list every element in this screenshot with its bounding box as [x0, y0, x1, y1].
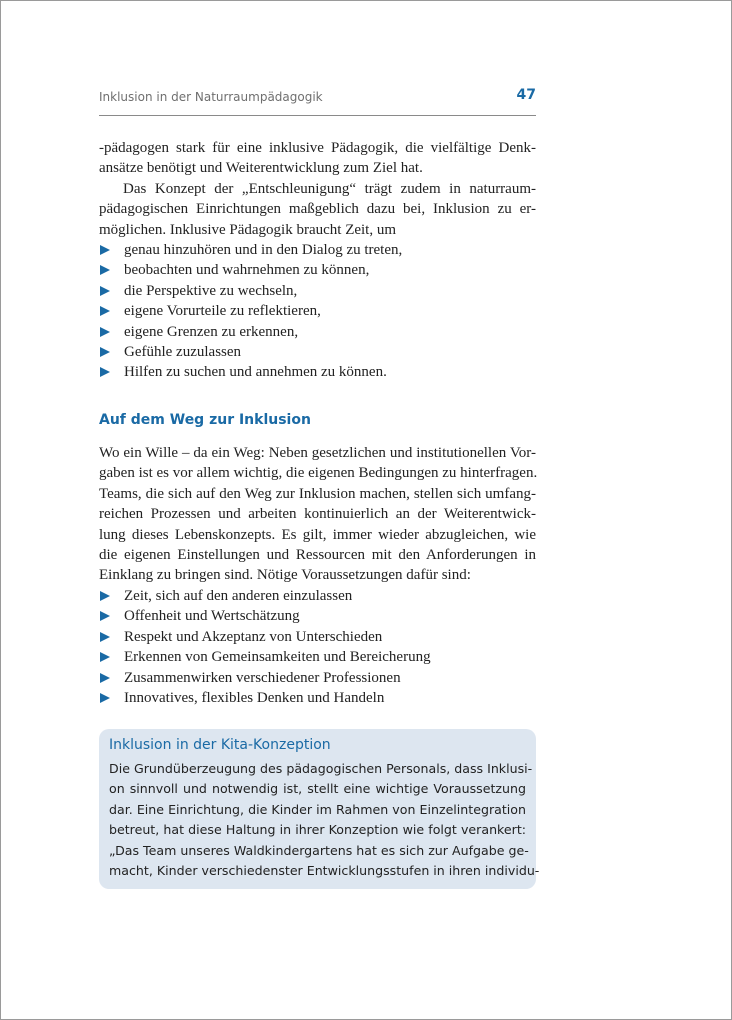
- triangle-right-icon: [100, 245, 110, 255]
- text-line: betreut, hat diese Haltung in ihrer Konzeption wie folgt verankert:: [109, 822, 526, 838]
- text-line: reichen Prozessen und arbeiten kontinuierlich an der Weiterentwick-: [99, 506, 536, 523]
- list-item: [99, 688, 536, 708]
- page-number: 47: [516, 87, 536, 103]
- running-header: [99, 87, 536, 116]
- text-line: -pädagogen stark für eine inklusive Pädagogik, die vielfältige Denk-: [99, 140, 536, 156]
- text-line: on sinnvoll und notwendig ist, stellt eine wichtige Voraussetzung: [109, 781, 526, 797]
- list-item-text: Gefühle zuzulassen: [124, 343, 242, 360]
- text-line: Teams, die sich auf den Weg zur Inklusion machen, stellen sich umfang-: [99, 485, 536, 502]
- list-item-text: Offenheit und Wertschätzung: [124, 608, 300, 625]
- list-item: [99, 342, 536, 362]
- intro-paragraphs: [99, 138, 536, 240]
- header-title: Inklusion in der Naturraumpädagogik: [99, 90, 323, 104]
- text-line: die eigenen Einstellungen und Ressourcen mit den Anforderungen in: [99, 546, 536, 563]
- list-item: [99, 586, 536, 606]
- text-line: ansätze benötigt und Weiterentwicklung zum Ziel hat.: [99, 160, 423, 177]
- list-item: [99, 362, 536, 382]
- triangle-right-icon: [100, 693, 110, 703]
- list-item-text: die Perspektive zu wechseln,: [124, 282, 298, 299]
- triangle-right-icon: [100, 265, 110, 275]
- info-box: [99, 729, 540, 889]
- text-line: Das Konzept der „Entschleunigung“ trägt zudem in naturraum-: [123, 180, 536, 197]
- list-item-text: Respekt und Akzeptanz von Unterschieden: [124, 628, 383, 645]
- text-line: macht, Kinder verschiedenster Entwicklungsstufen in ihren individu-: [109, 862, 540, 878]
- triangle-right-icon: [100, 591, 110, 601]
- text-line: Die Grundüberzeugung des pädagogischen Personals, dass Inklusi-: [109, 761, 533, 776]
- list-item-text: Hilfen zu suchen und annehmen zu können.: [124, 364, 387, 381]
- triangle-right-icon: [100, 632, 110, 642]
- triangle-right-icon: [100, 652, 110, 662]
- list-item-text: genau hinzuhören und in den Dialog zu treten,: [124, 242, 403, 258]
- text-line: Einklang zu bringen sind. Nötige Voraussetzungen dafür sind:: [99, 567, 471, 584]
- text-line: dar. Eine Einrichtung, die Kinder im Rahmen von Einzelintegration: [109, 801, 526, 817]
- list-item: [99, 322, 536, 342]
- section-paragraph: [99, 443, 536, 586]
- triangle-right-icon: [100, 286, 110, 296]
- list-item: [99, 668, 536, 688]
- section-heading: Auf dem Weg zur Inklusion: [99, 412, 311, 428]
- triangle-right-icon: [100, 306, 110, 316]
- text-line: Wo ein Wille – da ein Weg: Neben gesetzlichen und institutionellen Vor-: [99, 445, 536, 461]
- list-item: [99, 301, 536, 321]
- list-item-text: beobachten und wahrnehmen zu können,: [124, 262, 370, 279]
- text-line: lung dieses Lebenskonzepts. Es gilt, immer wieder abzugleichen, wie: [99, 526, 536, 543]
- list-item: [99, 627, 536, 647]
- list-item-text: Zusammenwirken verschiedener Professionen: [124, 669, 401, 686]
- text-line: gaben ist es vor allem wichtig, die eigenen Bedingungen zu hinterfragen.: [99, 465, 538, 482]
- list-item-text: Erkennen von Gemeinsamkeiten und Bereicherung: [124, 649, 431, 666]
- list-item: [99, 606, 536, 626]
- list-item-text: eigene Vorurteile zu reflektieren,: [124, 303, 321, 320]
- text-line: möglichen. Inklusive Pädagogik braucht Zeit, um: [99, 221, 397, 238]
- list-item: [99, 260, 536, 280]
- list-item-text: Innovatives, flexibles Denken und Handeln: [124, 689, 385, 706]
- info-box-title: Inklusion in der Kita-Konzeption: [109, 737, 331, 753]
- list-item: [99, 240, 536, 260]
- bullet-list-prerequisites: [99, 586, 536, 708]
- triangle-right-icon: [100, 673, 110, 683]
- list-item: [99, 281, 536, 301]
- info-box-text: [109, 759, 540, 881]
- list-item-text: Zeit, sich auf den anderen einzulassen: [124, 588, 353, 604]
- triangle-right-icon: [100, 367, 110, 377]
- text-line: pädagogischen Einrichtungen maßgeblich dazu bei, Inklusion zu er-: [99, 201, 536, 218]
- triangle-right-icon: [100, 327, 110, 337]
- triangle-right-icon: [100, 347, 110, 357]
- bullet-list-time: [99, 240, 536, 383]
- text-line: „Das Team unseres Waldkindergartens hat es sich zur Aufgabe ge-: [109, 842, 529, 858]
- list-item-text: eigene Grenzen zu erkennen,: [124, 323, 299, 340]
- triangle-right-icon: [100, 611, 110, 621]
- list-item: [99, 647, 536, 667]
